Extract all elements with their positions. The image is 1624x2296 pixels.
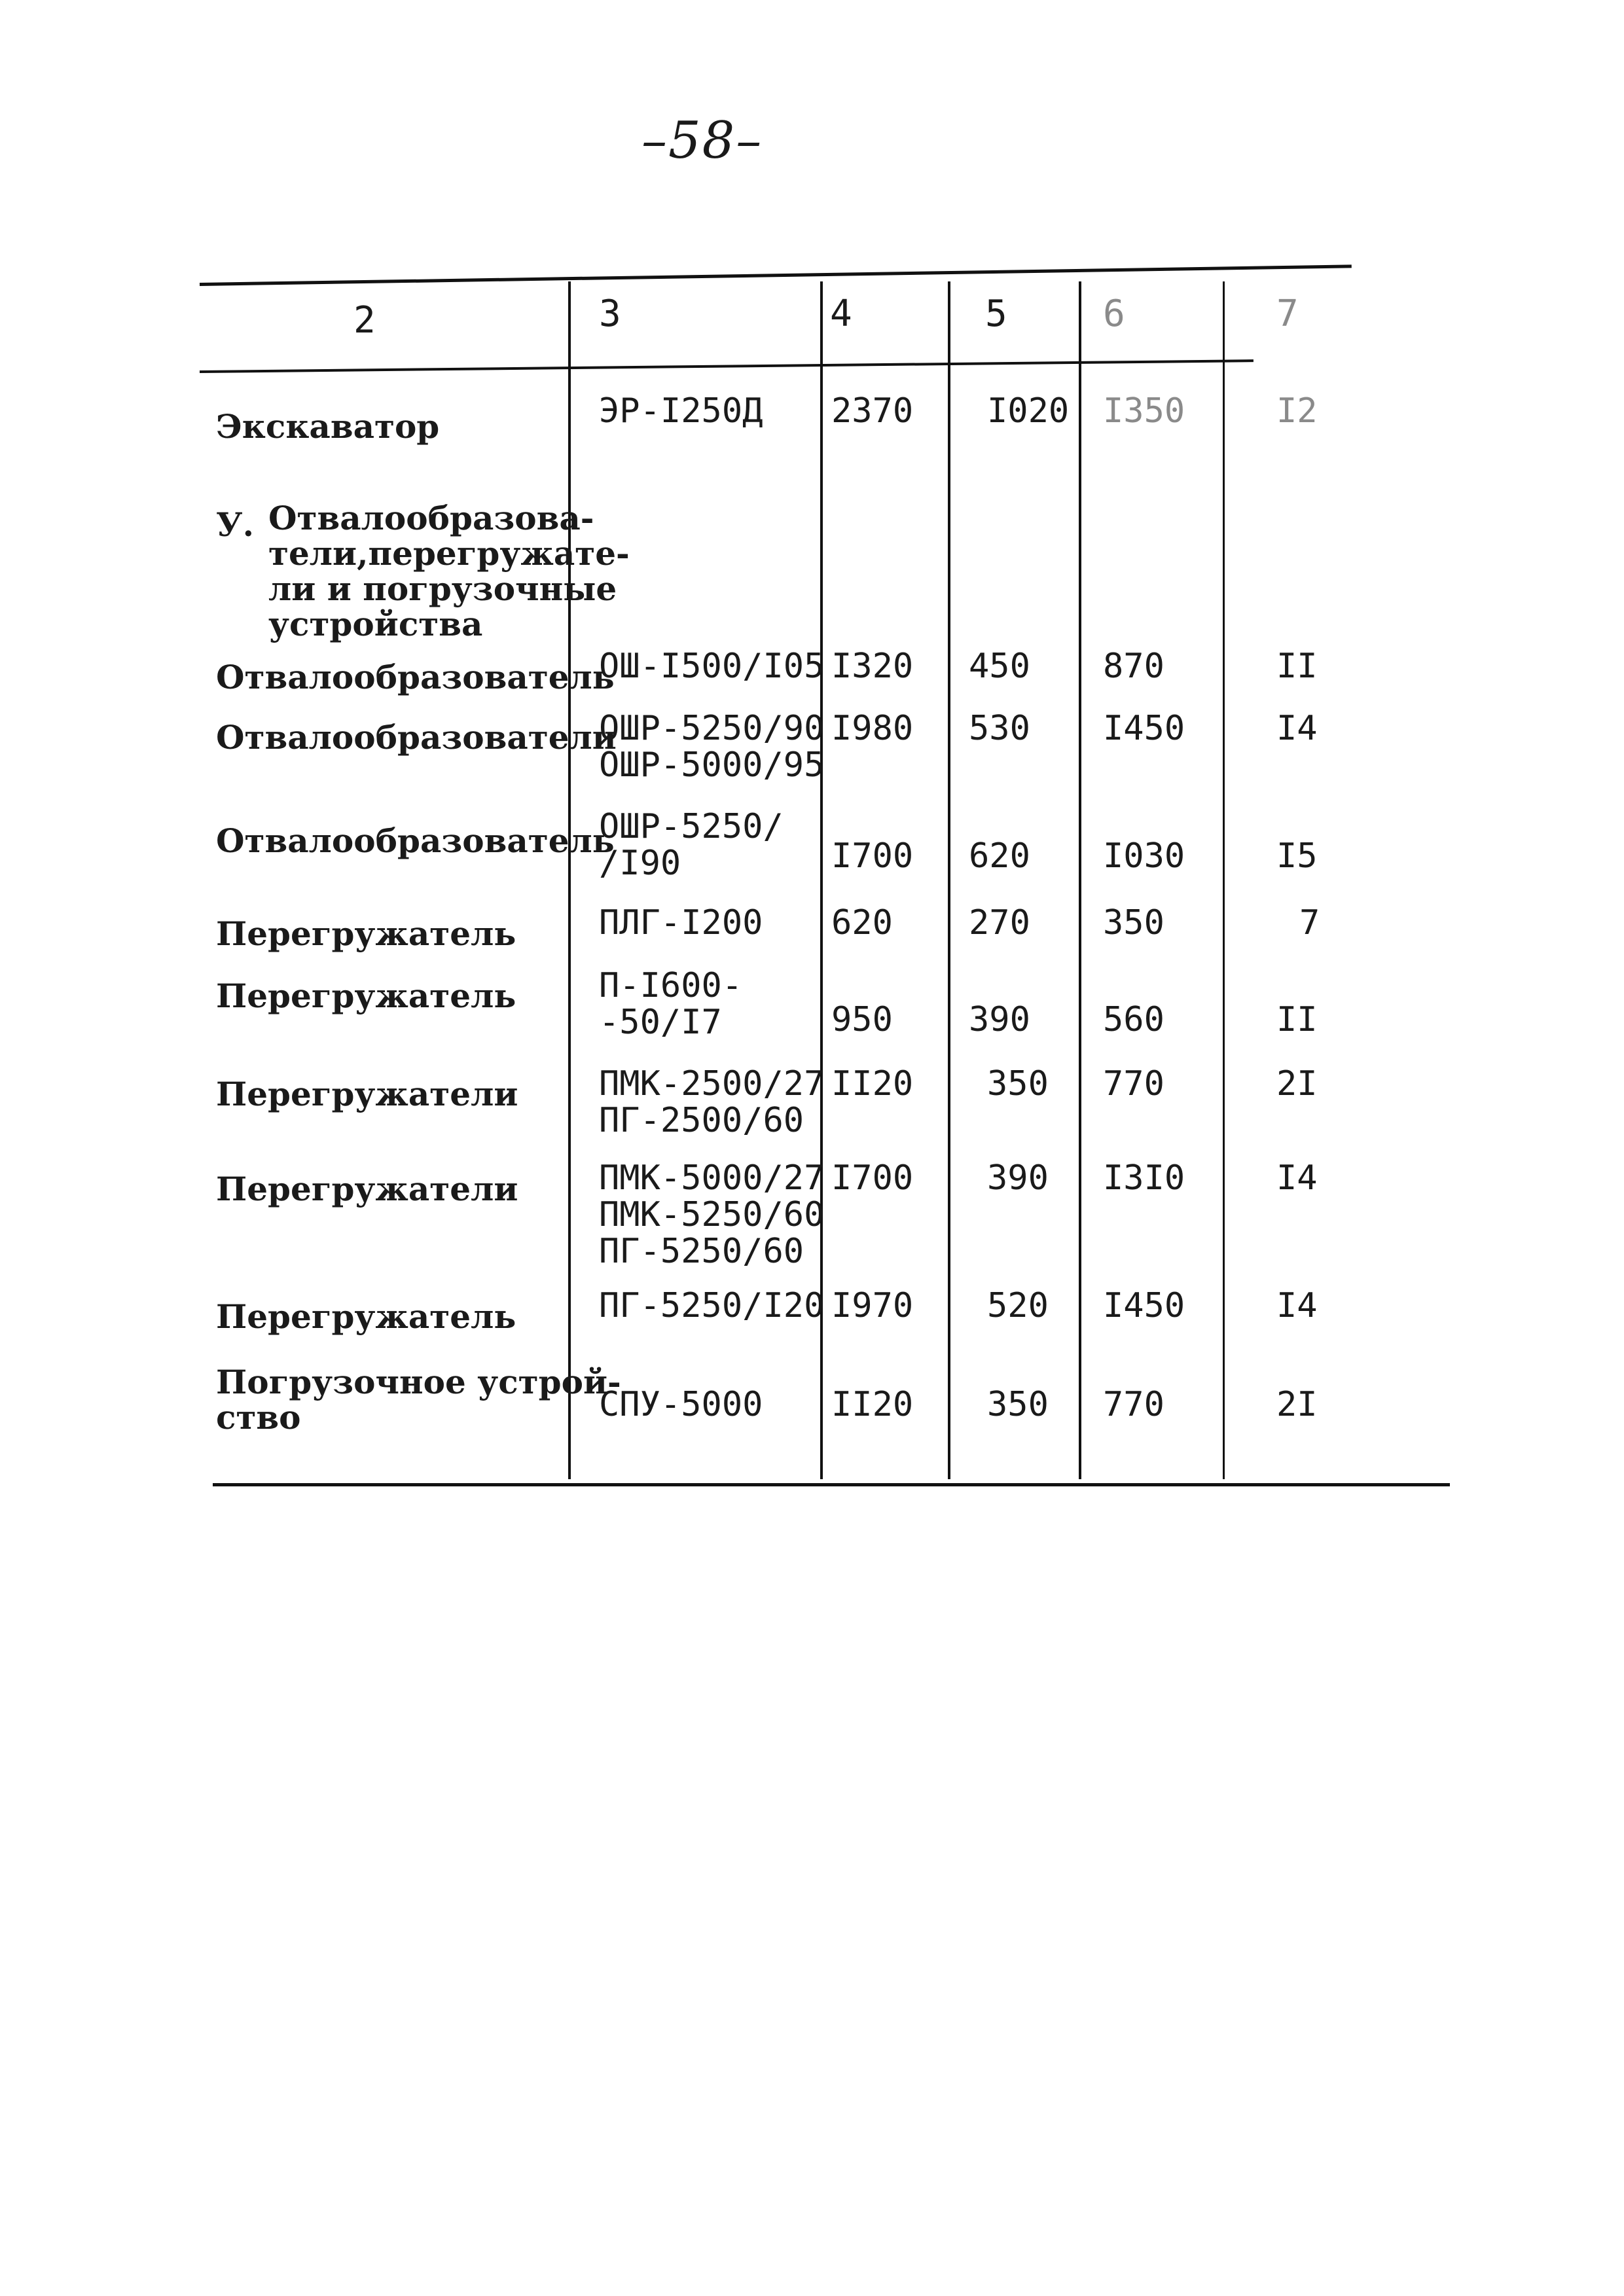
row-2-col6: 870 — [1103, 647, 1164, 686]
row-6-col4: 950 — [831, 1000, 893, 1039]
row-9-col5: 520 — [987, 1286, 1049, 1325]
row-2-col7: II — [1276, 647, 1318, 686]
page-number: –58– — [641, 111, 763, 170]
row-9-name: Перегружатель — [216, 1297, 516, 1336]
header-col-2: 2 — [353, 299, 376, 342]
row-9-model: ПГ-5250/I20 — [599, 1286, 825, 1325]
row-4-name: Отвалообразователь — [216, 821, 615, 860]
header-col-3: 3 — [599, 293, 621, 335]
row-8-col4: I700 — [831, 1158, 914, 1198]
table-bottom-rule — [213, 1483, 1450, 1486]
row-10-name: Погрузочное устрой- ство — [216, 1363, 621, 1437]
row-2-col4: I320 — [831, 647, 914, 686]
row-5-name: Перегружатель — [216, 914, 516, 953]
row-2-model: ОШ-I500/I05 — [599, 647, 825, 686]
row-4-col4: I700 — [831, 836, 914, 876]
row-6-col6: 560 — [1103, 1000, 1164, 1039]
row-7-col6: 770 — [1103, 1064, 1164, 1103]
row-7-col5: 350 — [987, 1064, 1049, 1103]
row-4-col6: I030 — [1103, 836, 1185, 876]
row-7-col7: 2I — [1276, 1064, 1318, 1103]
column-divider-6 — [1079, 281, 1081, 1479]
row-8-col7: I4 — [1276, 1158, 1318, 1198]
row-8-name: Перегружатели — [216, 1170, 518, 1208]
header-col-7: 7 — [1276, 293, 1299, 335]
row-7-model: ПМК-2500/27 ПГ-2500/60 — [599, 1064, 825, 1140]
section-title: Отвалообразова- тели,перегружате- ли и погрузочные устройства — [268, 499, 630, 643]
row-10-model: СПУ-5000 — [599, 1385, 763, 1424]
row-5-col4: 620 — [831, 903, 893, 942]
column-divider-3 — [568, 281, 571, 1479]
row-3-col5: 530 — [969, 709, 1030, 748]
row-6-col7: II — [1276, 1000, 1318, 1039]
row-5-model: ПЛГ-I200 — [599, 903, 763, 942]
row-1-col7: I2 — [1276, 391, 1318, 431]
section-marker: У. — [216, 505, 254, 544]
row-9-col6: I450 — [1103, 1286, 1185, 1325]
column-divider-7 — [1223, 281, 1225, 1479]
row-4-model: ОШР-5250/ /I90 — [599, 807, 784, 883]
table-top-rule — [200, 264, 1352, 286]
row-8-model: ПМК-5000/27 ПМК-5250/60 ПГ-5250/60 — [599, 1158, 825, 1271]
row-1-col4: 2370 — [831, 391, 914, 431]
row-8-col5: 390 — [987, 1158, 1049, 1198]
column-divider-5 — [948, 281, 950, 1479]
row-5-col7: 7 — [1299, 903, 1320, 942]
row-4-col7: I5 — [1276, 836, 1318, 876]
row-1-col5: I020 — [987, 391, 1070, 431]
row-10-col6: 770 — [1103, 1385, 1164, 1424]
row-6-name: Перегружатель — [216, 977, 516, 1015]
header-col-4: 4 — [830, 293, 852, 335]
row-3-col7: I4 — [1276, 709, 1318, 748]
row-9-col4: I970 — [831, 1286, 914, 1325]
row-1-col6: I350 — [1103, 391, 1185, 431]
row-6-col5: 390 — [969, 1000, 1030, 1039]
row-3-model: ОШР-5250/90 ОШР-5000/95 — [599, 709, 825, 785]
row-10-col7: 2I — [1276, 1385, 1318, 1424]
row-9-col7: I4 — [1276, 1286, 1318, 1325]
row-5-col6: 350 — [1103, 903, 1164, 942]
header-col-5: 5 — [985, 293, 1007, 335]
row-7-col4: II20 — [831, 1064, 914, 1103]
header-bottom-rule — [200, 359, 1254, 373]
row-8-col6: I3I0 — [1103, 1158, 1185, 1198]
row-4-col5: 620 — [969, 836, 1030, 876]
row-2-name: Отвалообразователь — [216, 658, 615, 696]
header-col-6: 6 — [1103, 293, 1125, 335]
row-6-model: П-I600- -50/I7 — [599, 966, 743, 1042]
row-3-col4: I980 — [831, 709, 914, 748]
row-10-col5: 350 — [987, 1385, 1049, 1424]
row-10-col4: II20 — [831, 1385, 914, 1424]
row-3-name: Отвалообразователи — [216, 718, 617, 757]
row-5-col5: 270 — [969, 903, 1030, 942]
row-7-name: Перегружатели — [216, 1075, 518, 1113]
row-1-model: ЭР-I250Д — [599, 391, 763, 431]
row-2-col5: 450 — [969, 647, 1030, 686]
row-3-col6: I450 — [1103, 709, 1185, 748]
row-1-name: Экскаватор — [216, 407, 440, 446]
